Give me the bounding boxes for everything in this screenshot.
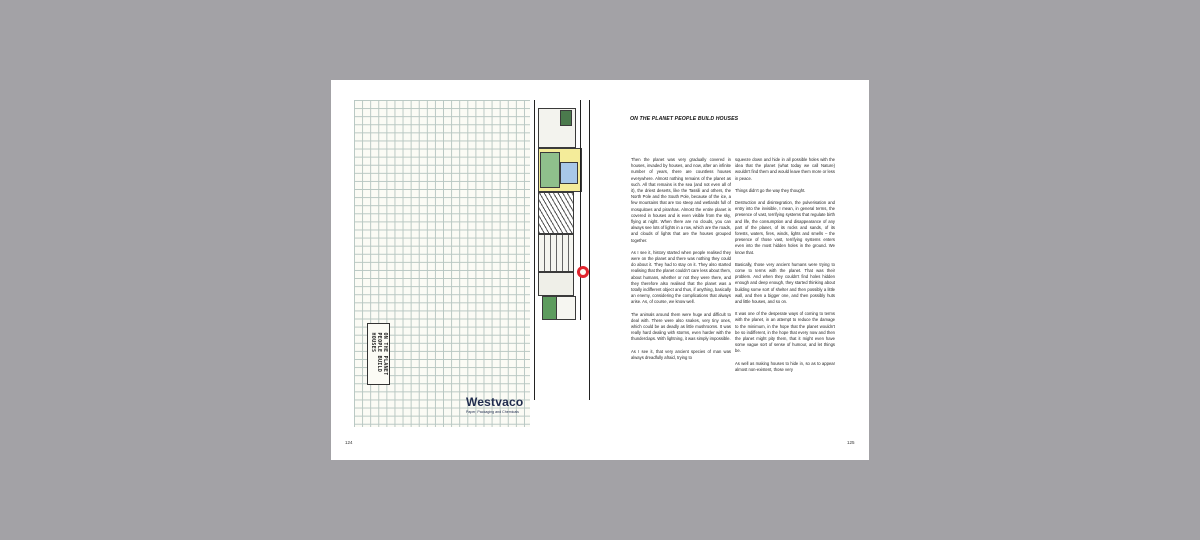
handnote-line-3: HOUSES — [369, 332, 376, 353]
drawing-house-bottom — [556, 296, 576, 320]
drawing-strip — [530, 100, 593, 427]
text-column-2 — [735, 157, 835, 413]
text-column-1 — [631, 157, 731, 413]
drawing-line-3 — [589, 100, 590, 400]
drawing-green-cap — [560, 110, 572, 126]
logo-brand: Westvaco — [466, 395, 524, 409]
handnote-line-1: ON THE PLANET — [381, 332, 388, 376]
handwritten-note — [367, 323, 390, 385]
red-target-icon — [577, 266, 589, 278]
paragraph: As well as making houses to hide in, so as to appear almost non-existent, those very — [735, 360, 835, 372]
left-page-number: 124 — [345, 440, 353, 445]
paragraph: squeeze down and hide in all possible holes with the idea that the planet (what today we call Nature) wouldn't find them and would leave them more or less in peace. — [735, 157, 835, 181]
drawing-green-house — [540, 152, 560, 188]
drawing-line-1 — [534, 100, 535, 400]
paragraph: As I see it, history started when people realised they were on the planet and there was nothing they could do about it. They had to stay on it. They also started realising that the planet couldn't care less about them, about humans, whether or not they were there, and they therefore also realised that the planet was a totally indifferent object and thus, if anything, basically an enemy, considering the complications that always arise. As, of course, we know well. — [631, 249, 731, 305]
drawing-blue-patch — [560, 162, 578, 184]
graph-paper-drawing — [354, 100, 593, 427]
drawing-hatched-block — [538, 192, 574, 234]
drawing-line-2 — [580, 100, 581, 320]
paragraph: The animals around them were huge and difficult to deal with. There were also snakes, very tiny ones, which could be as deadly as little mushrooms. It was really hard dealing with storms, even harder with the thunderclaps. With lightning, it was simply impossible. — [631, 311, 731, 342]
paragraph: Destruction and disintegration, the pulverisation and entry into the invisible, I mean, in general terms, the presence of vast, terrifying systems that regulate birth and life, the consumption and disappearance of any part of the planet, of its rocks and sands, of its forests, waters, fires, winds, lights and smells – the presence of those vast, terrifying systems enters even into the most hidden holes in the ground. We know that. — [735, 200, 835, 255]
paragraph: It was one of the desperate ways of coming to terms with the planet, in an attempt to reduce the damage to the minimum, in the hope that the planet wouldn't be so indifferent, in the hope that every now and then the planet might pity them, that it might even have some vague sort of sense of humour, and let things be. — [735, 311, 835, 354]
handnote-line-2: PEOPLE BUILD — [375, 332, 382, 373]
paragraph: Things didn't go the way they thought. — [735, 187, 806, 193]
drawing-house-low — [538, 272, 574, 296]
paragraph: Then the planet was very gradually covered in houses, invaded by houses, and now, after an infinite number of years, there are countless houses everywhere. Almost nothing remains of the planet as such. All that remains is the sea (and not even all of it), the driest deserts, like the Tassili and others, the North Pole and the South Pole, because of the ice, a few mountains that are too steep and wetlands full of mosquitoes and piranhas. Almost the entire planet is covered in houses and is even visible from the sky, flying at night. When there are no clouds, you can always see lots of lights in a row, which are the roads, and clouds of lights that are the houses grouped together. — [631, 157, 731, 243]
logo-tagline: Paper, Packaging and Chemicals — [466, 410, 519, 414]
westvaco-logo — [466, 395, 536, 414]
drawing-stripes — [538, 234, 574, 272]
book-spread — [331, 80, 869, 460]
paragraph: As I see it, that very ancient species of man was always dreadfully afraid, trying to — [631, 348, 731, 360]
right-page-number: 125 — [847, 440, 855, 445]
chapter-title: ON THE PLANET PEOPLE BUILD HOUSES — [630, 116, 739, 122]
paragraph: Basically, those very ancient humans were trying to come to terms with the planet. That was their problem. And when they couldn't find holes hidden enough and deep enough, they started thinking about building some sort of shelter and then possibly a little wall, and then a bigger one, and then possibly huts and little houses, and so on. — [735, 261, 835, 305]
